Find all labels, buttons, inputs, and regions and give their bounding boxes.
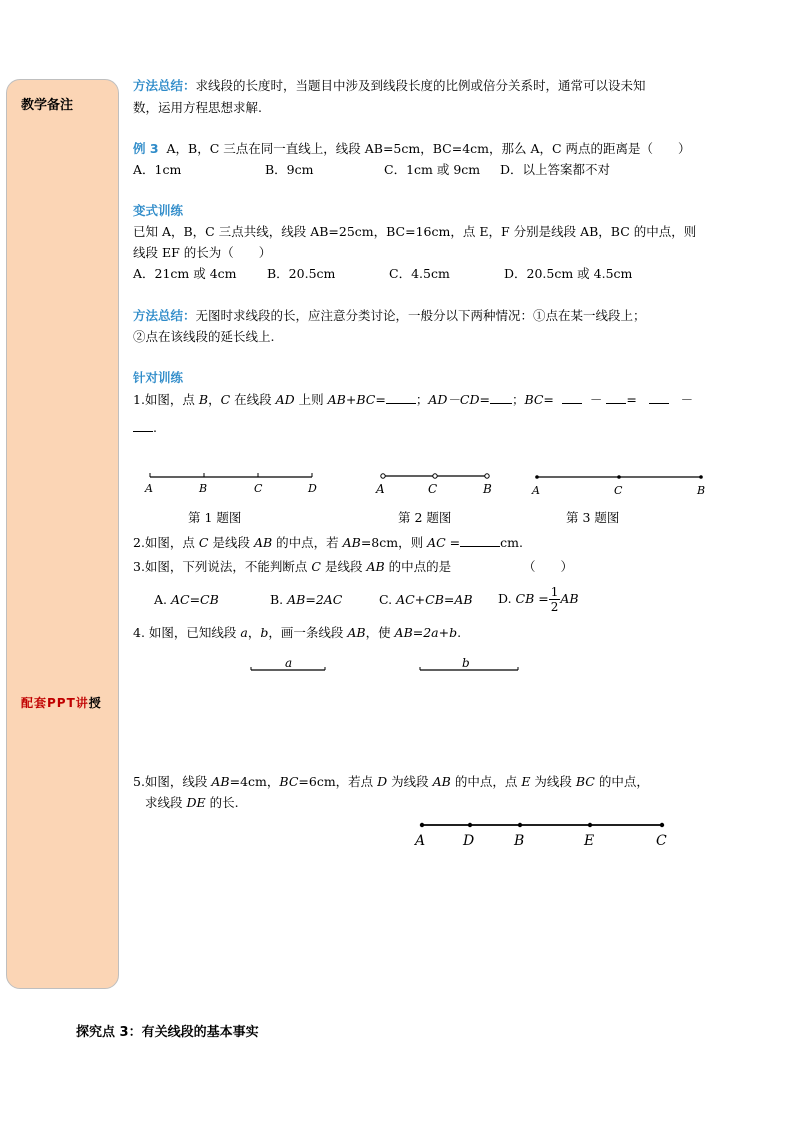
fig3-caption: 第 3 题图 xyxy=(566,510,620,525)
q3-text: 是线段 xyxy=(320,559,367,574)
q1-text: － xyxy=(589,392,603,407)
fig1-label: D xyxy=(308,482,317,495)
fig3-label: A xyxy=(532,484,540,497)
option-label: A. xyxy=(154,592,171,607)
q1-var: B xyxy=(198,392,209,407)
fig3-point xyxy=(535,475,539,479)
q2-text: cm. xyxy=(500,535,523,550)
question-3 xyxy=(133,557,451,577)
method-summary-2-text: 无图时求线段的长，应注意分类讨论，一般分以下两种情况：①点在某一线段上； xyxy=(195,308,646,323)
q1-text: ； xyxy=(415,392,429,407)
variant-question-line1: 已知 A，B，C 三点共线，线段 AB=25cm，BC=16cm，点 E，F 分别是线段 AB，BC 的中点，则 xyxy=(133,224,697,239)
q4-var: b xyxy=(260,625,269,640)
fraction-denominator: 2 xyxy=(550,600,559,614)
q5-label: C xyxy=(656,833,667,849)
fig2-label: A xyxy=(376,482,385,496)
q4-var: AB xyxy=(347,625,366,640)
q2-var: AB xyxy=(253,535,273,550)
variant-option-a: A．21cm 或 4cm xyxy=(133,266,237,281)
question-4 xyxy=(133,623,461,643)
variant-option-d: D．20.5cm 或 4.5cm xyxy=(504,266,633,281)
question-1 xyxy=(133,390,693,410)
fig2-point xyxy=(381,474,385,478)
example-3-option-b: B．9cm xyxy=(265,162,314,177)
q4-segments-figure xyxy=(245,655,525,677)
fig1-label: A xyxy=(145,482,153,495)
fig3-point xyxy=(617,475,621,479)
question-2 xyxy=(133,533,523,553)
q5-var: D xyxy=(377,774,388,789)
variant-option-b: B．20.5cm xyxy=(267,266,336,281)
fig2-point xyxy=(485,474,489,478)
targeted-practice-heading: 针对训练 xyxy=(133,370,184,385)
method-summary-label: 方法总结： xyxy=(133,78,196,93)
q3-text: 的中点的是 xyxy=(384,559,452,574)
question-5-line1 xyxy=(133,772,649,792)
segment-b-label: b xyxy=(462,656,470,670)
fig3-label: B xyxy=(697,484,706,497)
fig1-label: C xyxy=(254,482,263,495)
option-expr: AB xyxy=(560,591,579,606)
q3-option-c xyxy=(379,590,473,610)
fig2-point xyxy=(433,474,437,478)
option-label: B. xyxy=(270,592,288,607)
q1-text: － xyxy=(680,392,694,407)
example-3-text: A，B，C 三点在同一直线上，线段 AB=5cm，BC=4cm，那么 A，C 两点的距离是（ ） xyxy=(166,141,691,156)
q2-text: 是线段 xyxy=(208,535,254,550)
q3-option-d xyxy=(498,576,579,622)
option-expr: AB=2AC xyxy=(287,592,343,607)
example-3-option-c: C．1cm 或 9cm xyxy=(384,162,481,177)
q5-var: BC xyxy=(279,774,299,789)
q5-label: E xyxy=(584,833,595,849)
q5-text: 的长. xyxy=(205,795,239,810)
q5-label: D xyxy=(463,833,475,849)
q5-text: 的中点， xyxy=(594,774,649,789)
q4-var: a xyxy=(240,625,248,640)
q5-var: DE xyxy=(186,795,206,810)
method-summary-2-label: 方法总结： xyxy=(133,308,196,323)
method-summary-1-line1 xyxy=(133,76,646,96)
example-3-option-a: A．1cm xyxy=(133,162,182,177)
answer-blank[interactable] xyxy=(460,534,500,547)
q2-text: 的中点，若 xyxy=(272,535,343,550)
fig1-label: B xyxy=(199,482,208,495)
q5-point xyxy=(468,823,472,827)
q5-text: 为线段 xyxy=(387,774,433,789)
option-expr: CB = xyxy=(515,591,549,606)
q3-var: AB xyxy=(366,559,385,574)
q4-text: . xyxy=(457,625,462,640)
fraction-one-half xyxy=(549,585,561,614)
q3-text: 3.如图，下列说法，不能判断点 xyxy=(133,559,312,574)
q3-var: C xyxy=(311,559,321,574)
question-3-answer-paren: （ ） xyxy=(523,559,574,574)
q2-text: = xyxy=(445,535,461,550)
q5-text: 的中点，点 xyxy=(450,774,522,789)
q1-var: AD xyxy=(275,392,295,407)
q5-point xyxy=(660,823,664,827)
answer-blank[interactable] xyxy=(649,391,669,404)
method-summary-2-line2: ②点在该线段的延长线上. xyxy=(133,329,275,344)
teaching-notes-sidebar xyxy=(6,79,119,989)
q1-text: ， xyxy=(208,392,221,407)
example-3-question xyxy=(133,139,691,159)
option-label: D. xyxy=(498,591,516,606)
q5-text: =4cm， xyxy=(229,774,280,789)
q5-figure xyxy=(410,815,680,853)
q1-text: 在线段 xyxy=(230,392,276,407)
example-3-option-d: D．以上答案都不对 xyxy=(500,162,611,177)
answer-blank[interactable] xyxy=(490,391,512,404)
q3-option-a xyxy=(154,590,219,610)
q1-expr: AB+BC= xyxy=(327,392,386,407)
q5-text: =6cm，若点 xyxy=(298,774,378,789)
q2-text: 2.如图，点 xyxy=(133,535,199,550)
fig2-label: C xyxy=(428,482,438,496)
option-expr: AC=CB xyxy=(170,592,219,607)
q5-var: BC xyxy=(575,774,595,789)
q4-text: ，画一条线段 xyxy=(268,625,348,640)
q4-expr: AB=2a+b xyxy=(394,625,458,640)
option-expr: AC+CB=AB xyxy=(396,592,473,607)
q1-expr: AD－CD= xyxy=(428,392,490,407)
q5-var: AB xyxy=(211,774,230,789)
q5-text: 求线段 xyxy=(145,795,187,810)
q1-text: . xyxy=(153,420,157,435)
method-summary-1-line2: 数，运用方程思想求解. xyxy=(133,100,262,115)
example-3-label: 例 3 xyxy=(133,141,159,156)
q5-point xyxy=(588,823,592,827)
fig3-label: C xyxy=(614,484,623,497)
question-5-line2 xyxy=(145,793,239,813)
q4-text: 4. 如图，已知线段 xyxy=(133,625,241,640)
figures-1-3 xyxy=(140,466,730,500)
option-label: C. xyxy=(379,592,397,607)
fig2-label: B xyxy=(483,482,492,496)
variant-option-c: C．4.5cm xyxy=(389,266,450,281)
q5-var: E xyxy=(521,774,531,789)
variant-training-heading: 变式训练 xyxy=(133,203,184,218)
fig1-caption: 第 1 题图 xyxy=(188,510,242,525)
q5-point xyxy=(420,823,424,827)
segment-a-label: a xyxy=(285,656,293,670)
fig2-caption: 第 2 题图 xyxy=(398,510,452,525)
method-summary-text: 求线段的长度时，当题目中涉及到线段长度的比例或倍分关系时，通常可以设未知 xyxy=(195,78,646,93)
q5-point xyxy=(518,823,522,827)
answer-blank[interactable] xyxy=(386,391,416,404)
ppt-note-black: 授 xyxy=(88,696,102,710)
q1-expr: BC= xyxy=(524,392,554,407)
q1-text: 上则 xyxy=(294,392,328,407)
q5-label: B xyxy=(514,833,525,849)
fraction-numerator: 1 xyxy=(550,585,559,599)
fig3-point xyxy=(699,475,703,479)
method-summary-2-line1 xyxy=(133,306,646,326)
q5-text: 为线段 xyxy=(530,774,576,789)
q5-label: A xyxy=(415,833,426,849)
q5-var: AB xyxy=(432,774,451,789)
q2-var: AB xyxy=(342,535,361,550)
ppt-note-red: 配套PPT讲 xyxy=(21,696,89,710)
answer-blank[interactable] xyxy=(562,391,582,404)
q2-var: C xyxy=(198,535,209,550)
q5-text: 5.如图，线段 xyxy=(133,774,212,789)
q1-text: 1.如图，点 xyxy=(133,392,199,407)
q2-text: =8cm，则 xyxy=(360,535,428,550)
q4-text: ，使 xyxy=(365,625,395,640)
sidebar-ppt-note xyxy=(21,693,111,714)
answer-blank[interactable] xyxy=(606,391,626,404)
q2-var: AC xyxy=(427,535,446,550)
q3-option-b xyxy=(270,590,342,610)
question-1-continued xyxy=(133,418,157,438)
q1-var: C xyxy=(220,392,231,407)
q1-text: ； xyxy=(511,392,525,407)
answer-blank[interactable] xyxy=(133,419,153,432)
q4-text: ， xyxy=(247,625,261,640)
sidebar-title: 教学备注 xyxy=(21,98,74,113)
explore-point-3-heading: 探究点 3：有关线段的基本事实 xyxy=(76,1025,259,1040)
q1-text: = xyxy=(626,392,637,407)
variant-question-line2: 线段 EF 的长为（ ） xyxy=(133,245,272,260)
